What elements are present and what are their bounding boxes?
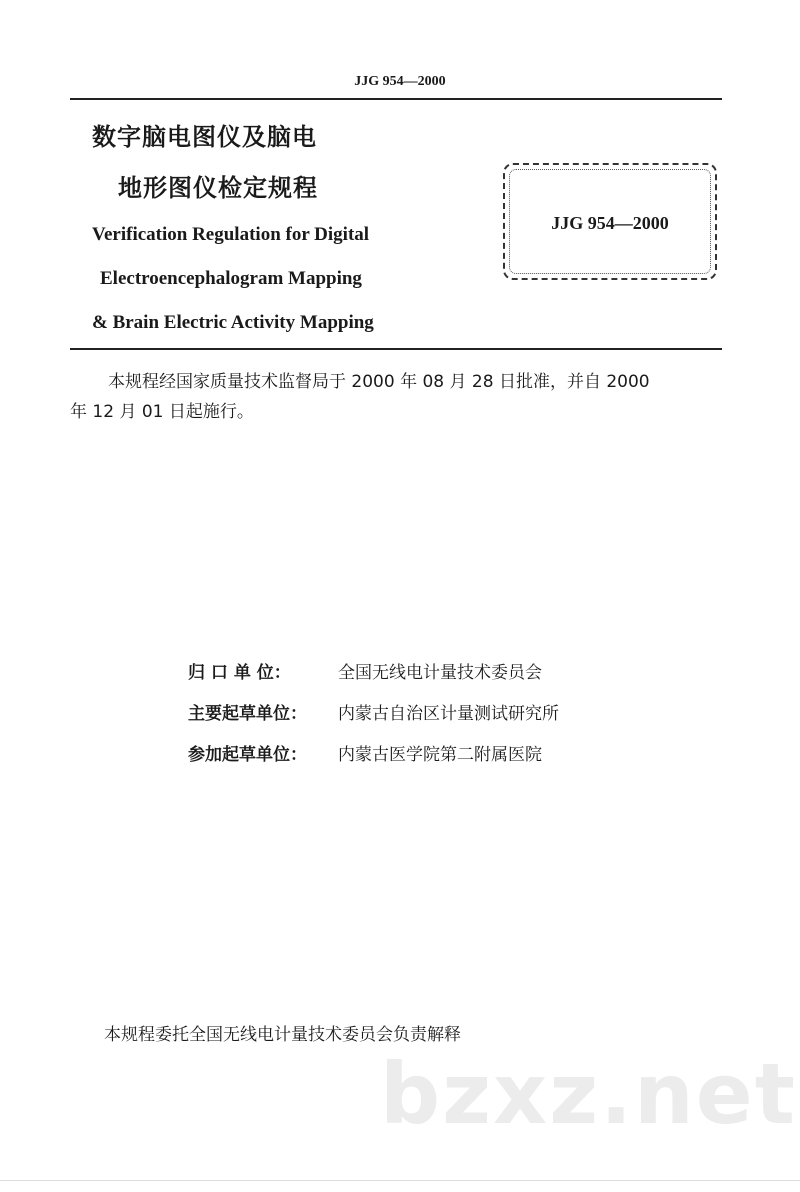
approval-line1: 本规程经国家质量技术监督局于 2000 年 08 月 28 日批准，并自 2000	[108, 372, 650, 392]
unit-row-main-drafter	[188, 699, 559, 729]
title-en-line2: Electroencephalogram Mapping	[100, 268, 362, 289]
unit-value: 内蒙古自治区计量测试研究所	[338, 704, 559, 724]
page-bottom-edge	[0, 1180, 800, 1181]
document-code-header: JJG 954—2000	[354, 74, 446, 89]
top-rule	[70, 98, 722, 100]
unit-row-participating-drafter	[188, 740, 559, 770]
regulation-code-stamp	[503, 163, 717, 280]
site-watermark: bzxz.net	[380, 1045, 797, 1143]
unit-row-responsible	[188, 658, 559, 688]
drafting-units	[188, 658, 559, 770]
title-en-line3: & Brain Electric Activity Mapping	[92, 312, 374, 333]
title-cn-line1: 数字脑电图仪及脑电	[92, 123, 317, 151]
approval-line2: 年 12 月 01 日起施行。	[70, 402, 254, 422]
title-en-line1: Verification Regulation for Digital	[92, 224, 370, 245]
stamp-code: JJG 954—2000	[551, 213, 669, 233]
title-bottom-rule	[70, 348, 722, 350]
interpretation-note: 本规程委托全国无线电计量技术委员会负责解释	[104, 1025, 461, 1045]
unit-value: 内蒙古医学院第二附属医院	[338, 745, 542, 765]
title-cn-line2: 地形图仪检定规程	[118, 174, 318, 202]
unit-label: 参加起草单位：	[188, 745, 307, 765]
unit-label: 主要起草单位：	[188, 704, 307, 724]
unit-value: 全国无线电计量技术委员会	[338, 663, 542, 683]
unit-label: 归 口 单 位：	[188, 663, 291, 683]
